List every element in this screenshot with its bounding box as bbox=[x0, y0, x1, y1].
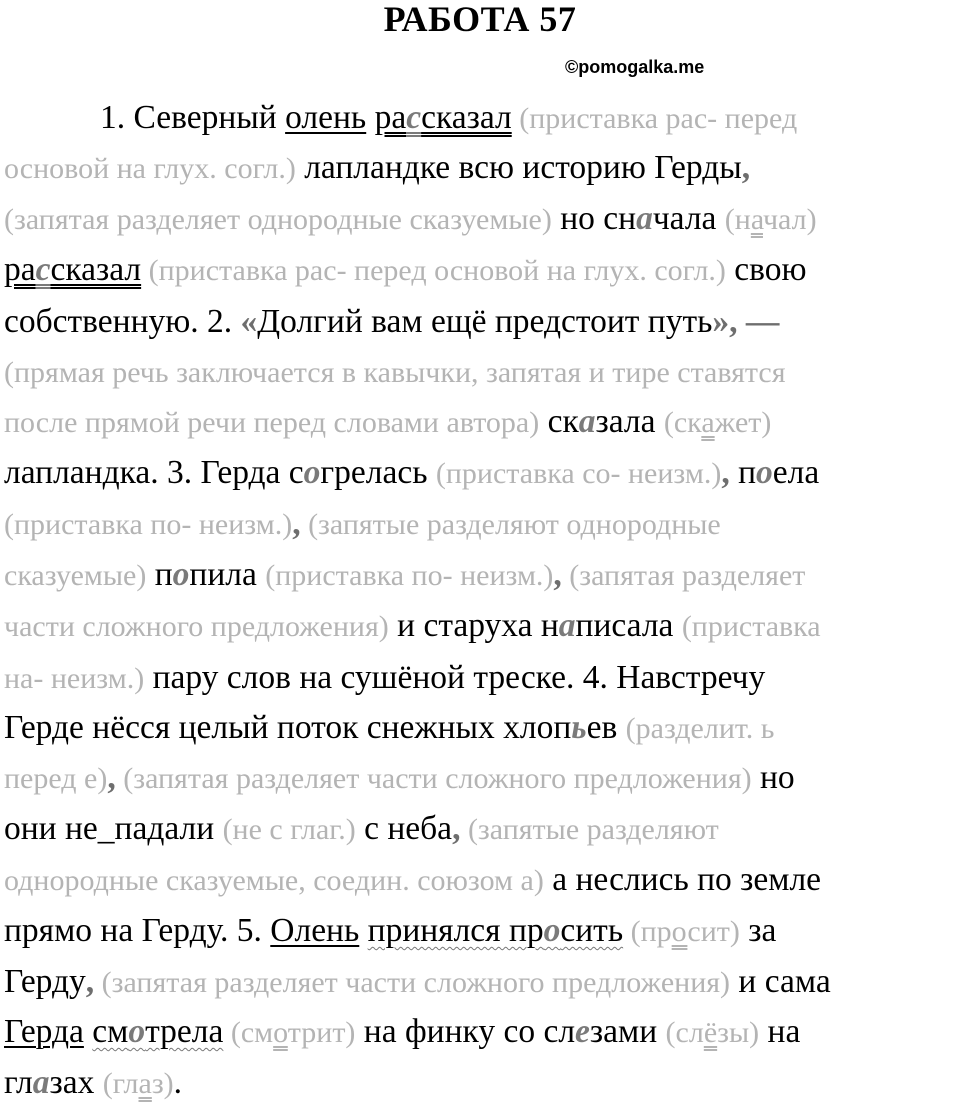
text-segment: на финку со сл bbox=[355, 1013, 576, 1050]
comment-text: части сложного предложения) bbox=[4, 610, 389, 643]
text-line bbox=[100, 96, 797, 140]
punctuation-mark: , bbox=[721, 454, 730, 491]
text-segment: ев bbox=[586, 709, 626, 746]
orthogram-letter: ь bbox=[571, 709, 587, 746]
text-line bbox=[4, 553, 805, 597]
text-segment: лапландке всю историю Герды bbox=[295, 149, 742, 186]
punctuation-mark: , bbox=[85, 963, 95, 1000]
orthogram-letter: а bbox=[636, 200, 653, 237]
text-segment: и сама bbox=[730, 963, 831, 1000]
text-segment: принялся пр bbox=[367, 912, 544, 949]
comment-text: (см bbox=[223, 1016, 274, 1049]
text-segment: Олень bbox=[270, 912, 360, 949]
comment-text: основой на глух. согл.) bbox=[4, 152, 296, 185]
comment-text: жет) bbox=[714, 406, 772, 439]
text-segment: ск bbox=[539, 403, 579, 440]
punctuation-mark: , bbox=[292, 505, 301, 542]
comment-text: (запятые разделяют однородные bbox=[300, 508, 721, 541]
comment-text: о bbox=[273, 1016, 288, 1049]
comment-text: на- неизм.) bbox=[4, 662, 145, 695]
text-segment: прямо на Герду. 5. bbox=[4, 912, 271, 949]
comment-text: (ск bbox=[663, 406, 702, 439]
orthogram-letter: е bbox=[575, 1013, 590, 1050]
text-segment: пила bbox=[189, 556, 266, 593]
orthogram-letter: с bbox=[35, 251, 51, 288]
text-line bbox=[4, 248, 807, 292]
comment-text: ё bbox=[703, 1016, 718, 1049]
text-segment: ра bbox=[4, 251, 36, 288]
comment-text: (приставка рас- перед основой на глух. согл.) bbox=[141, 254, 726, 287]
orthogram-letter: с bbox=[406, 99, 422, 136]
text-segment: см bbox=[92, 1013, 129, 1050]
comment-text: (гл bbox=[102, 1067, 139, 1100]
text-segment: сказал bbox=[50, 251, 142, 288]
text-segment: Герду bbox=[4, 963, 86, 1000]
text-segment: олень bbox=[285, 99, 367, 136]
text-segment: за bbox=[739, 912, 777, 949]
text-segment: собственную. 2. bbox=[4, 303, 241, 340]
comment-text: о bbox=[671, 915, 688, 948]
comment-text: чал) bbox=[762, 203, 817, 236]
text-line bbox=[4, 858, 821, 902]
text-line bbox=[4, 807, 719, 851]
comment-text: а bbox=[701, 406, 715, 439]
comment-text: (запятая разделяет bbox=[561, 559, 806, 592]
comment-text: (приставка рас- перед bbox=[511, 102, 798, 135]
orthogram-letter: о bbox=[172, 556, 190, 593]
text-segment: 1. Северный bbox=[100, 99, 286, 136]
text-segment bbox=[366, 99, 374, 136]
text-line bbox=[4, 300, 779, 344]
comment-text: а bbox=[138, 1067, 152, 1100]
text-segment: на bbox=[759, 1013, 801, 1050]
text-line bbox=[4, 146, 750, 190]
comment-text: сит) bbox=[687, 915, 740, 948]
text-segment: гл bbox=[4, 1064, 33, 1101]
comment-text: (не с глаг.) bbox=[222, 813, 356, 846]
text-line bbox=[4, 604, 821, 648]
text-segment: ра bbox=[374, 99, 407, 136]
orthogram-letter: о bbox=[128, 1013, 146, 1050]
text-line bbox=[4, 1010, 800, 1054]
comment-text: (приставка bbox=[681, 610, 821, 643]
text-line bbox=[4, 656, 765, 700]
text-segment: Герде нёсся целый поток снежных хлоп bbox=[4, 709, 572, 746]
comment-text: (прямая речь заключается в кавычки, запятая и тире ставятся bbox=[4, 356, 786, 389]
text-segment: трела bbox=[145, 1013, 224, 1050]
text-segment: п bbox=[729, 454, 757, 491]
text-segment: грелась bbox=[320, 454, 436, 491]
text-line bbox=[4, 706, 774, 750]
orthogram-letter: а bbox=[558, 607, 576, 644]
text-segment: но bbox=[751, 759, 795, 796]
text-segment: а неслись по земле bbox=[543, 861, 822, 898]
comment-text: однородные сказуемые, соедин. союзом а) bbox=[4, 864, 544, 897]
text-segment: чала bbox=[652, 200, 725, 237]
comment-text: (разделит. ь bbox=[625, 712, 775, 745]
text-segment: ела bbox=[772, 454, 820, 491]
text-line bbox=[4, 400, 771, 444]
text-line bbox=[4, 350, 786, 394]
comment-text: з) bbox=[151, 1067, 174, 1100]
orthogram-letter: о bbox=[543, 912, 561, 949]
comment-text: (н bbox=[724, 203, 751, 236]
punctuation-mark: », — bbox=[712, 303, 780, 340]
comment-text: (приставка со- неизм.) bbox=[435, 457, 722, 490]
text-segment: зах bbox=[49, 1064, 103, 1101]
text-segment: но сн bbox=[551, 200, 637, 237]
comment-text: зы) bbox=[717, 1016, 760, 1049]
punctuation-mark: , bbox=[553, 556, 562, 593]
text-segment: лапландка. 3. Герда с bbox=[4, 454, 304, 491]
text-line bbox=[4, 451, 819, 495]
comment-text: (запятая разделяет части сложного предложения) bbox=[94, 966, 731, 999]
text-segment: с неба bbox=[355, 810, 453, 847]
orthogram-letter: о bbox=[756, 454, 773, 491]
comment-text: (запятая разделяет однородные сказуемые) bbox=[4, 203, 552, 236]
page-title: РАБОТА 57 bbox=[383, 0, 577, 39]
punctuation-mark: , bbox=[107, 759, 116, 796]
text-line bbox=[4, 502, 721, 546]
orthogram-letter: а bbox=[578, 403, 596, 440]
text-segment: и старуха н bbox=[388, 607, 559, 644]
text-line bbox=[4, 756, 795, 800]
comment-text: а bbox=[750, 203, 763, 236]
text-segment: зами bbox=[589, 1013, 666, 1050]
text-line bbox=[4, 909, 776, 953]
comment-text: (запятые разделяют bbox=[460, 813, 719, 846]
comment-text: (приставка по- неизм.) bbox=[265, 559, 554, 592]
text-segment: Долгий вам ещё предстоит путь bbox=[257, 303, 713, 340]
text-line bbox=[4, 197, 817, 241]
text-segment: сить bbox=[560, 912, 624, 949]
comment-text: (пр bbox=[623, 915, 672, 948]
text-segment bbox=[359, 912, 367, 949]
comment-text: перед е) bbox=[4, 762, 108, 795]
text-segment: сказал bbox=[421, 99, 512, 136]
comment-text: (сл bbox=[665, 1016, 704, 1049]
text-segment: свою bbox=[725, 251, 807, 288]
text-segment: зала bbox=[595, 403, 664, 440]
text-line bbox=[4, 1061, 182, 1105]
comment-text: (приставка по- неизм.) bbox=[4, 508, 293, 541]
punctuation-mark: , bbox=[452, 810, 461, 847]
punctuation-mark: « bbox=[240, 303, 258, 340]
comment-text: после прямой речи перед словами автора) bbox=[4, 406, 540, 439]
comment-text: трит) bbox=[287, 1016, 356, 1049]
comment-text: сказуемые) bbox=[4, 559, 147, 592]
watermark: ©pomogalka.me bbox=[565, 57, 705, 77]
text-segment: пару слов на сушёной треске. 4. Навстречу bbox=[144, 659, 766, 696]
text-segment: Герда bbox=[4, 1013, 84, 1050]
comment-text: (запятая разделяет части сложного предложения) bbox=[115, 762, 752, 795]
orthogram-letter: о bbox=[303, 454, 321, 491]
punctuation-mark: , bbox=[741, 149, 751, 186]
text-segment: . bbox=[173, 1064, 183, 1101]
text-segment: писала bbox=[575, 607, 682, 644]
text-segment: п bbox=[146, 556, 173, 593]
text-segment: они не_падали bbox=[4, 810, 223, 847]
orthogram-letter: а bbox=[32, 1064, 50, 1101]
text-line bbox=[4, 960, 831, 1004]
